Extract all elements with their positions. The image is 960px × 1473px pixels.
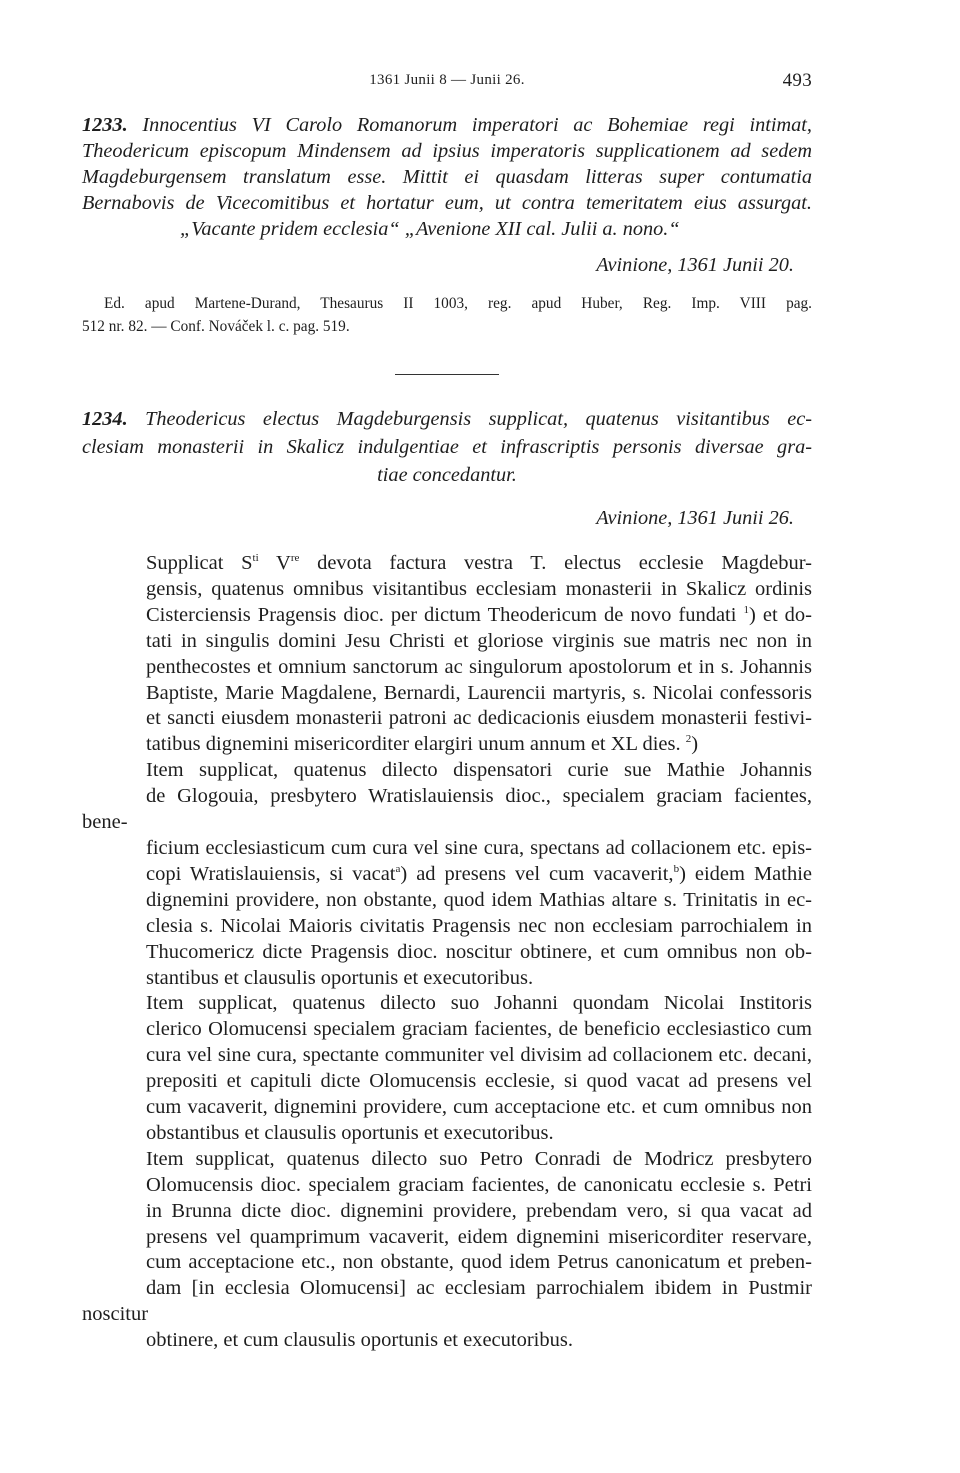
edition-note <box>82 292 812 338</box>
summary-line: Bernabovis de Vicecomitibus et hortatur eum, ut contra temeritatem eius assurgat. <box>82 192 812 214</box>
body-line: obstantibus et clausulis oportunis et executoribus. <box>146 1121 554 1144</box>
body-line: presens vel quamprimum vacaverit, eidem dignemini misericorditer reservare, <box>146 1225 812 1248</box>
page-number: 493 <box>782 70 812 91</box>
body-paragraph <box>82 1147 812 1354</box>
document-body <box>82 551 812 1354</box>
body-paragraph <box>82 551 812 758</box>
body-line: tatibus dignemini misericorditer elargiri unum annum et XL dies. $^2$) <box>146 733 699 756</box>
summary-line: Theodericum episcopum Mindensem ad ipsius imperatoris supplicationem ad sedem <box>82 140 812 162</box>
running-header <box>82 68 812 98</box>
body-line: Olomucensis dioc. specialem graciam facientes, de canonicatu ecclesie s. Petri <box>146 1173 812 1196</box>
body-line: obtinere, et cum clausulis oportunis et executoribus. <box>146 1329 573 1352</box>
body-line: ficium ecclesiasticum cum cura vel sine cura, spectans ad collacionem etc. epis- <box>146 836 812 859</box>
regest-1233-summary <box>82 112 812 242</box>
superscript: b <box>673 862 680 875</box>
summary-line: clesiam monasterii in Skalicz indulgentiae et infrascriptis personis diversae gra- <box>82 436 812 458</box>
body-line: Cisterciensis Pragensis dioc. per dictum Theodericum de novo fundati $^1$) et do- <box>146 603 812 626</box>
body-line: cura vel sine cura, spectante communiter vel divisim ad collacionem etc. decani, <box>146 1044 812 1067</box>
incipit-line: „Vacante pridem ecclesia“ „Avenione XII cal. Julii a. nono.“ <box>180 218 680 240</box>
superscript: re <box>290 552 300 564</box>
edition-line: Ed. apud Martene-Durand, Thesaurus II 1003, reg. apud Huber, Reg. Imp. VIII pag. <box>104 295 812 312</box>
body-line: Baptiste, Marie Magdalene, Bernardi, Laurencii martyris, s. Nicolai confessoris <box>146 681 812 704</box>
summary-line: Theodericus electus Magdeburgensis supplicat, quatenus visitantibus ec- <box>145 408 812 430</box>
body-line: cum acceptacione etc., non obstante, quod idem Petrus canonicatum et preben- <box>146 1251 812 1274</box>
body-line: et sancti eiusdem monasterii patroni ac dedicacionis eiusdem monasterii festivi- <box>146 707 812 730</box>
regest-number: 1234. <box>82 408 128 430</box>
body-line: dignemini providere, non obstante, quod idem Mathias altare s. Trinitatis in ec- <box>146 888 812 911</box>
body-line: prepositi et capituli dicte Olomucensis ecclesie, si quod vacat ad presens vel <box>146 1070 812 1093</box>
body-line: stantibus et clausulis oportunis et executoribus. <box>146 966 534 989</box>
summary-line: Innocentius VI Carolo Romanorum imperatori ac Bohemiae regi intimat, <box>142 114 812 136</box>
body-line: Item supplicat, quatenus dilecto suo Johanni quondam Nicolai Institoris <box>146 992 812 1015</box>
body-line: Supplicat $S^{ti}$ Vre devota factura vestra T. electus ecclesie Magdebur- <box>146 552 812 574</box>
body-line: Item supplicat, quatenus dilecto dispensatori curie sue Mathie Johannis <box>146 759 812 782</box>
body-line: in Brunna dicte dioc. dignemini providere, prebendam vero, si qua vacat ad <box>146 1199 812 1222</box>
body-line: dam [in ecclesia Olomucensi] ac ecclesiam parrochialem ibidem in Pustmir noscitur <box>82 1277 812 1326</box>
body-line: copi Wratislauiensis, si vacat$^a$) ad presens vel cum vacaverit,$^b$) eidem Mathie <box>146 862 813 885</box>
body-line: penthecostes et omnium sanctorum ac singulorum apostolorum et in s. Johannis <box>146 655 812 678</box>
body-line: de Glogouia, presbytero Wratislauiensis dioc., specialem graciam facientes, bene- <box>82 785 812 834</box>
body-line: tati in singulis domini Jesu Christi et gloriose virginis sue matris nec non in <box>146 629 812 652</box>
regest-1234-summary <box>82 405 812 489</box>
body-line: Item supplicat, quatenus dilecto suo Petro Conradi de Modricz presbytero <box>146 1147 812 1170</box>
regest-1234-dateline: Avinione, 1361 Junii 26. <box>596 507 794 529</box>
superscript: a <box>395 862 401 875</box>
superscript: ti <box>252 552 259 564</box>
body-line: cum vacaverit, dignemini providere, cum acceptacione etc. et cum omnibus non <box>146 1096 812 1119</box>
superscript: 1 <box>743 603 749 616</box>
regest-1233-dateline: Avinione, 1361 Junii 20. <box>596 254 794 276</box>
body-line: clesia s. Nicolai Maioris civitatis Pragensis nec non ecclesiam parrochialem in <box>146 914 812 937</box>
summary-line: tiae concedantur. <box>377 464 517 486</box>
edition-line: 512 nr. 82. — Conf. Nováček l. c. pag. 519. <box>82 318 350 335</box>
body-paragraph <box>82 758 812 991</box>
body-line: clerico Olomucensi specialem graciam facientes, de beneficio ecclesiastico cum <box>146 1018 812 1041</box>
running-title: 1361 Junii 8 — Junii 26. <box>369 72 525 88</box>
regest-number: 1233. <box>82 114 128 136</box>
summary-line: Magdeburgensem translatum esse. Mittit ei quasdam litteras super contumatia <box>82 166 812 188</box>
body-line: gensis, quatenus omnibus visitantibus ecclesiam monasterii in Skalicz ordinis <box>146 577 812 600</box>
body-paragraph <box>82 991 812 1146</box>
body-line: Thucomericz dicte Pragensis dioc. noscitur obtinere, et cum omnibus non ob- <box>146 940 812 963</box>
section-divider <box>395 374 499 375</box>
page <box>82 68 812 1354</box>
superscript: 2 <box>685 733 692 746</box>
